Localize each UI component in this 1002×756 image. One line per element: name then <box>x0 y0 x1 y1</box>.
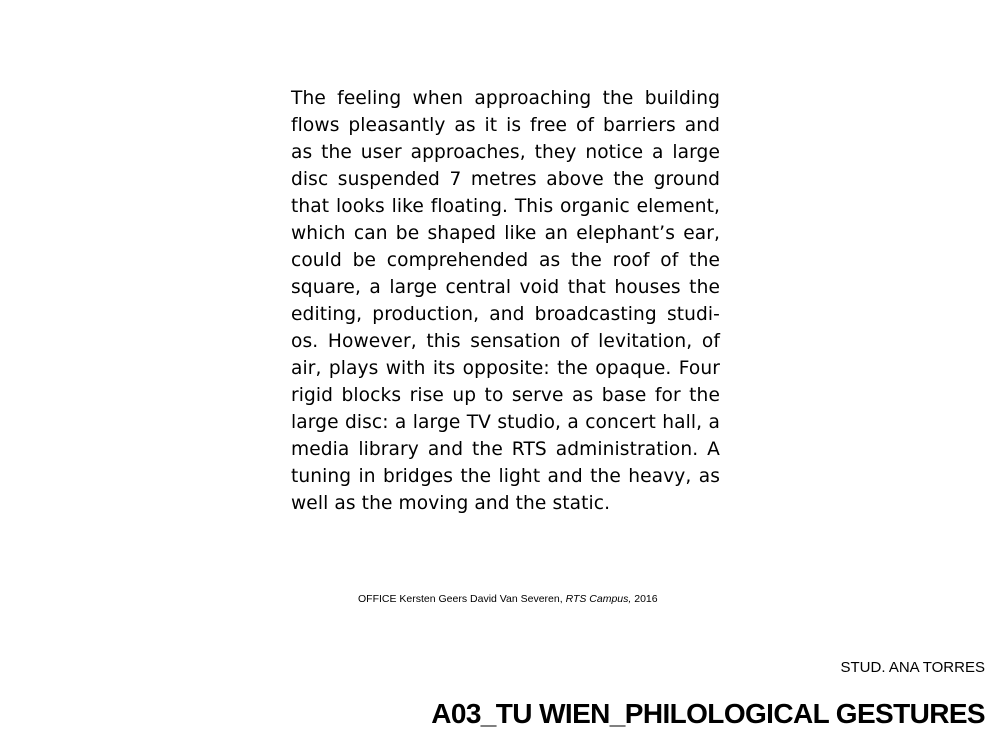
paragraph-line: that looks like floating. This organic element, <box>291 196 720 217</box>
caption-project: RTS Campus, <box>565 593 632 605</box>
paragraph-line: media library and the RTS administration. A <box>291 439 720 460</box>
caption-year: 2016 <box>631 593 658 605</box>
paragraph-line: air, plays with its opposite: the opaque. Four <box>291 358 720 379</box>
paragraph-line: large disc: a large TV studio, a concert hall, a <box>291 412 720 433</box>
body-paragraph <box>291 85 720 517</box>
paragraph-line: square, a large central void that houses the <box>291 277 720 298</box>
paragraph-line: as the user approaches, they notice a large <box>291 142 720 163</box>
paragraph-line: which can be shaped like an elephant’s ear, <box>291 223 720 244</box>
paragraph-line: well as the moving and the static. <box>291 493 611 514</box>
paragraph-line: editing, production, and broadcasting studi- <box>291 304 720 325</box>
paragraph-line: flows pleasantly as it is free of barriers and <box>291 115 720 136</box>
paragraph-line: disc suspended 7 metres above the ground <box>291 169 720 190</box>
student-name: STUD. ANA TORRES <box>840 659 985 676</box>
caption-authors: OFFICE Kersten Geers David Van Severen, <box>358 593 566 605</box>
image-caption <box>358 593 658 605</box>
paragraph-line: could be comprehended as the roof of the <box>291 250 720 271</box>
paragraph-line: The feeling when approaching the building <box>291 88 720 109</box>
course-title: A03_TU WIEN_PHILOLOGICAL GESTURES <box>431 698 985 729</box>
paragraph-line: tuning in bridges the light and the heavy, as <box>291 466 720 487</box>
paragraph-line: rigid blocks rise up to serve as base for the <box>291 385 720 406</box>
paragraph-line: os. However, this sensation of levitation, of <box>291 331 720 352</box>
